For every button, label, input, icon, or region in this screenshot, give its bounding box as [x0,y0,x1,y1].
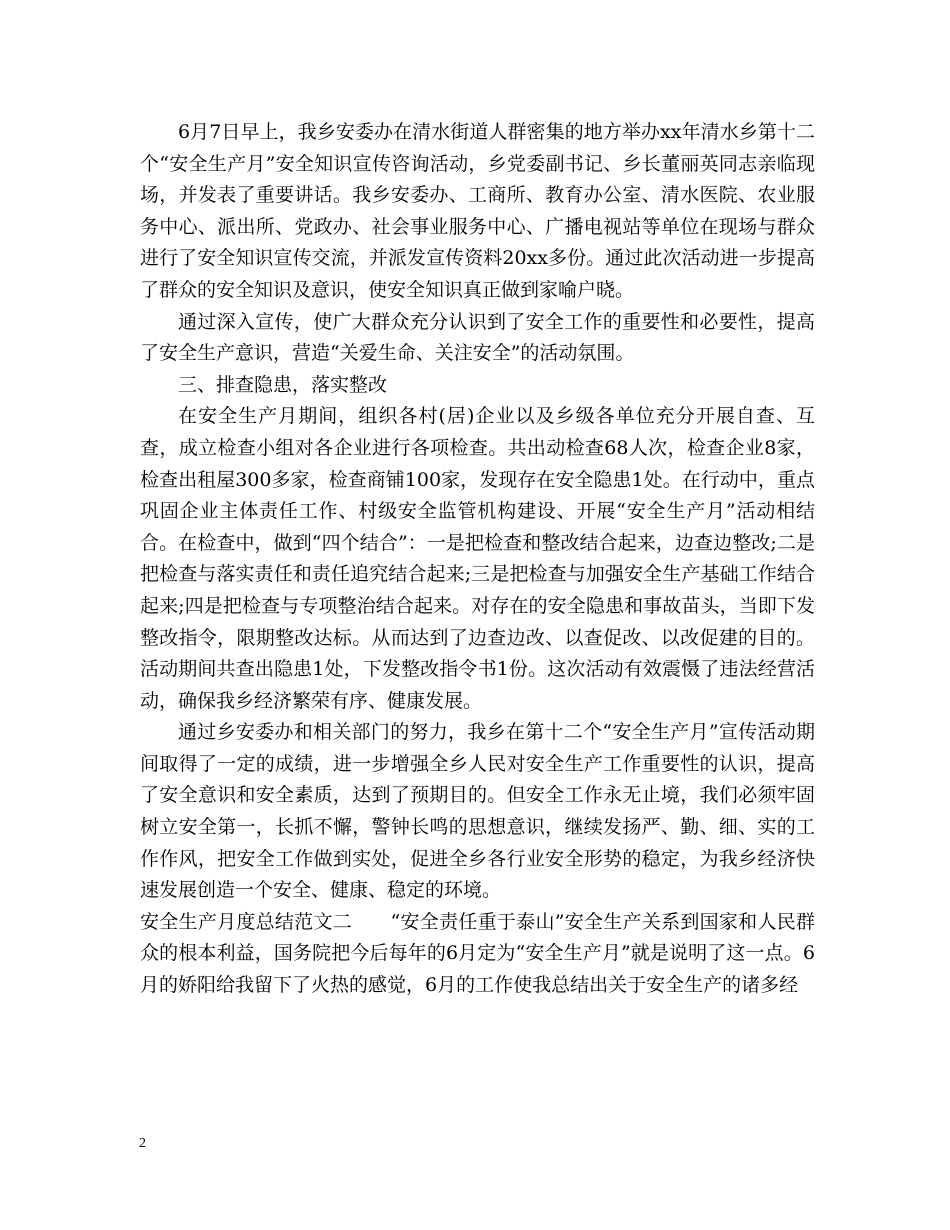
document-body [140,117,815,1002]
paragraph-sample-two: 安全生产月度总结范文二 “安全责任重于泰山”安全生产关系到国家和人民群众的根本利益，国务院把今后每年的6月定为“安全生产月”就是说明了这一点。6月的娇阳给我留下了火热的感觉，6月的工作使我总结出关于安全生产的诸多经 [140,910,815,997]
paragraph-awareness: 通过深入宣传，使广大群众充分认识到了安全工作的重要性和必要性，提高了安全生产意识，营造“关爱生命、关注安全”的活动氛围。 [140,310,815,365]
paragraph-inspection: 在安全生产月期间，组织各村(居)企业以及乡级各单位充分开展自查、互查，成立检查小组对各企业进行各项检查。共出动检查68人次，检查企业8家，检查出租屋300多家，检查商铺100家，发现存在安全隐患1处。在行动中，重点巩固企业主体责任工作、村级安全监管机构建设、开展“安全生产月”活动相结合。在检查中，做到“四个结合”：一是把检查和整改结合起来，边查边整改;二是把检查与落实责任和责任追究结合起来;三是把检查与加强安全生产基础工作结合起来;四是把检查与专项整治结合起来。对存在的安全隐患和事故苗头，当即下发整改指令，限期整改达标。从而达到了边查边改、以查促改、以改促建的目的。活动期间共查出隐患1处，下发整改指令书1份。这次活动有效震慑了违法经营活动，确保我乡经济繁荣有序、健康发展。 [140,405,815,712]
section-heading-inspection: 三、排查隐患，落实整改 [178,373,388,396]
paragraph-conclusion: 通过乡安委办和相关部门的努力，我乡在第十二个“安全生产月”宣传活动期间取得了一定的成绩，进一步增强全乡人民对安全生产工作重要性的认识，提高了安全意识和安全素质，达到了预期目的。但安全工作永无止境，我们必须牢固树立安全第一，长抓不懈，警钟长鸣的思想意识，继续发扬严、勤、细、实的工作作风，把安全工作做到实处，促进全乡各行业安全形势的稳定，为我乡经济快速发展创造一个安全、健康、稳定的环境。 [140,721,815,902]
paragraph-publicity-event: 6月7日早上，我乡安委办在清水街道人群密集的地方举办xx年清水乡第十二个“安全生产月”安全知识宣传咨询活动，乡党委副书记、乡长董丽英同志亲临现场，并发表了重要讲话。我乡安委办、工商所、教育办公室、清水医院、农业服务中心、派出所、党政办、社会事业服务中心、广播电视站等单位在现场与群众进行了安全知识宣传交流，并派发宣传资料20xx多份。通过此次活动进一步提高了群众的安全知识及意识，使安全知识真正做到家喻户晓。 [140,121,815,301]
page-number: 2 [139,1136,146,1151]
